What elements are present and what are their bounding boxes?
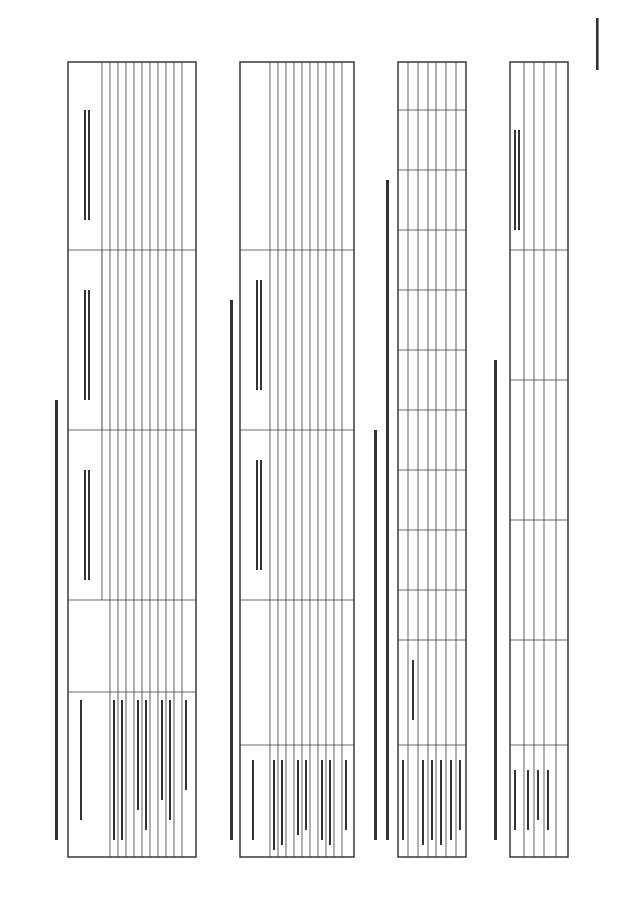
form-number-mark — [596, 18, 599, 70]
table-3 — [398, 62, 466, 857]
table-4 — [510, 62, 568, 857]
table-1 — [68, 62, 196, 857]
table-2 — [240, 62, 354, 857]
